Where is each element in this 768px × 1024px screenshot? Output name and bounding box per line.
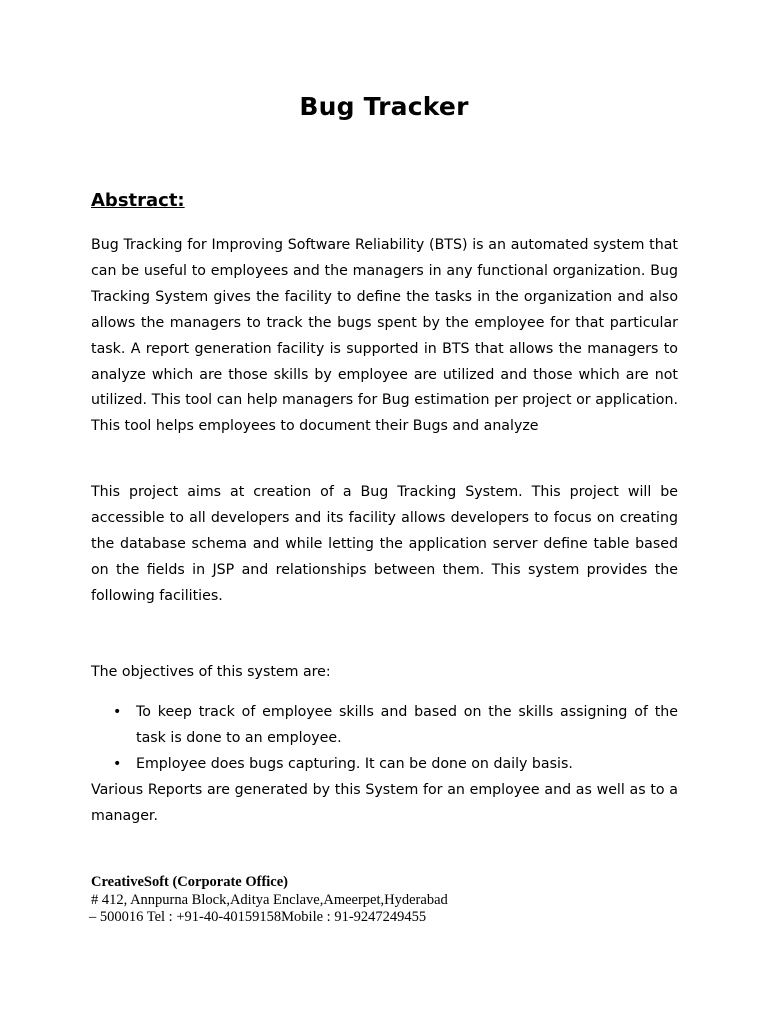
address-line-2: – 500016 Tel : +91-40-40159158Mobile : 91-9247249455 xyxy=(89,909,427,925)
abstract-heading: Abstract: xyxy=(91,190,185,211)
reports-paragraph: Various Reports are generated by this System for an employee and as well as to a manager. xyxy=(91,782,678,824)
list-item xyxy=(91,700,678,752)
address-line-1: # 412, Annpurna Block,Aditya Enclave,Ameerpet,Hyderabad xyxy=(91,891,448,908)
abstract-paragraph: Bug Tracking for Improving Software Reliability (BTS) is an automated system that can be useful to employees and the managers in any functional organization. Bug Tracking System gives the facility to define the tasks in the organization and also allows the managers to track the bugs spent by the employee for that particular task. A report generation facility is supported in BTS that allows the managers to analyze which are those skills by employee are utilized and those which are not utilized. This tool can help managers for Bug estimation per project or application. This tool helps employees to document their Bugs and analyze xyxy=(91,237,678,435)
document-title: Bug Tracker xyxy=(299,92,469,121)
list-item-text: To keep track of employee skills and based on the skills assigning of the task is done to an employee. xyxy=(136,704,678,746)
bullet-icon: • xyxy=(113,704,122,720)
objectives-list xyxy=(91,700,678,778)
contact-footer xyxy=(91,874,448,927)
bullet-icon: • xyxy=(113,755,122,772)
objectives-intro: The objectives of this system are: xyxy=(91,664,331,680)
company-name: CreativeSoft (Corporate Office) xyxy=(91,874,289,890)
list-item xyxy=(91,752,678,778)
list-item-text: Employee does bugs capturing. It can be done on daily basis. xyxy=(136,755,573,772)
project-paragraph: This project aims at creation of a Bug Tracking System. This project will be accessible to all developers and its facility allows developers to focus on creating the database schema and while letting the application server define table based on the fields in JSP and relationships between them. This system provides the following facilities. xyxy=(91,484,678,604)
